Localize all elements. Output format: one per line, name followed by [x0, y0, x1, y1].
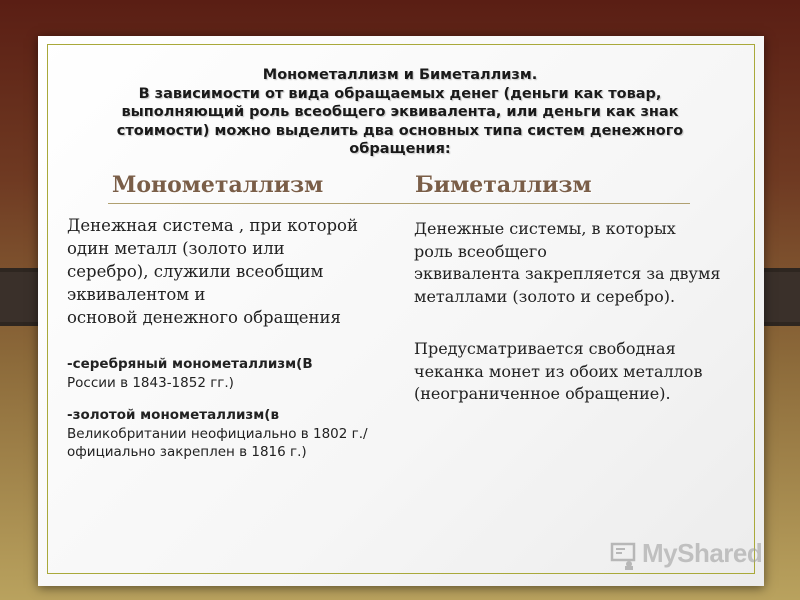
definition-line: эквивалентом и: [67, 285, 206, 304]
title-line1: Монометаллизм и Биметаллизм.: [262, 67, 538, 83]
item-bold: -золотой монометаллизм(в: [67, 407, 280, 423]
watermark-logo: [608, 536, 768, 576]
heading-monometallism: Монометаллизм: [112, 172, 324, 198]
note-line: чеканка монет из обоих металлов: [414, 361, 703, 381]
definition-line: Денежная система , при которой: [67, 216, 358, 235]
heading-divider: [108, 203, 690, 204]
title-line2: В зависимости от вида обращаемых денег (деньги как товар, выполняющий роль всеобщего эквивалента, или деньги как знак стоимости) можно выделить два основных типа систем денежного обращения:: [116, 85, 684, 157]
heading-bimetallism: Биметаллизм: [415, 172, 592, 198]
slide-title: [80, 66, 720, 159]
bimetallism-coinage-note: [414, 338, 744, 406]
watermark-text: MyShared: [642, 538, 763, 568]
gold-monometallism-item: [67, 406, 397, 462]
monometallism-definition: [67, 214, 387, 329]
definition-line: один металл (золото или: [67, 239, 285, 258]
definition-line: металлами (золото и серебро).: [414, 286, 676, 306]
classroom-icon: [608, 540, 638, 570]
item-bold: -серебряный монометаллизм(В: [67, 356, 313, 372]
silver-monometallism-item: [67, 355, 397, 392]
item-text: Великобритании неофициально в 1802 г./официально закреплен в 1816 г.): [67, 425, 368, 460]
definition-line: основой денежного обращения: [67, 308, 341, 327]
definition-line: Денежные системы, в которых: [414, 219, 676, 238]
note-line: (неограниченное обращение).: [414, 384, 671, 403]
bimetallism-definition: [414, 218, 744, 308]
item-text: России в 1843-1852 гг.): [67, 374, 234, 391]
note-line: Предусматривается свободная: [414, 339, 676, 358]
definition-line: эквивалента закрепляется за двумя: [414, 264, 721, 283]
definition-line: роль всеобщего: [414, 241, 547, 261]
definition-line: серебро), служили всеобщим: [67, 262, 324, 281]
